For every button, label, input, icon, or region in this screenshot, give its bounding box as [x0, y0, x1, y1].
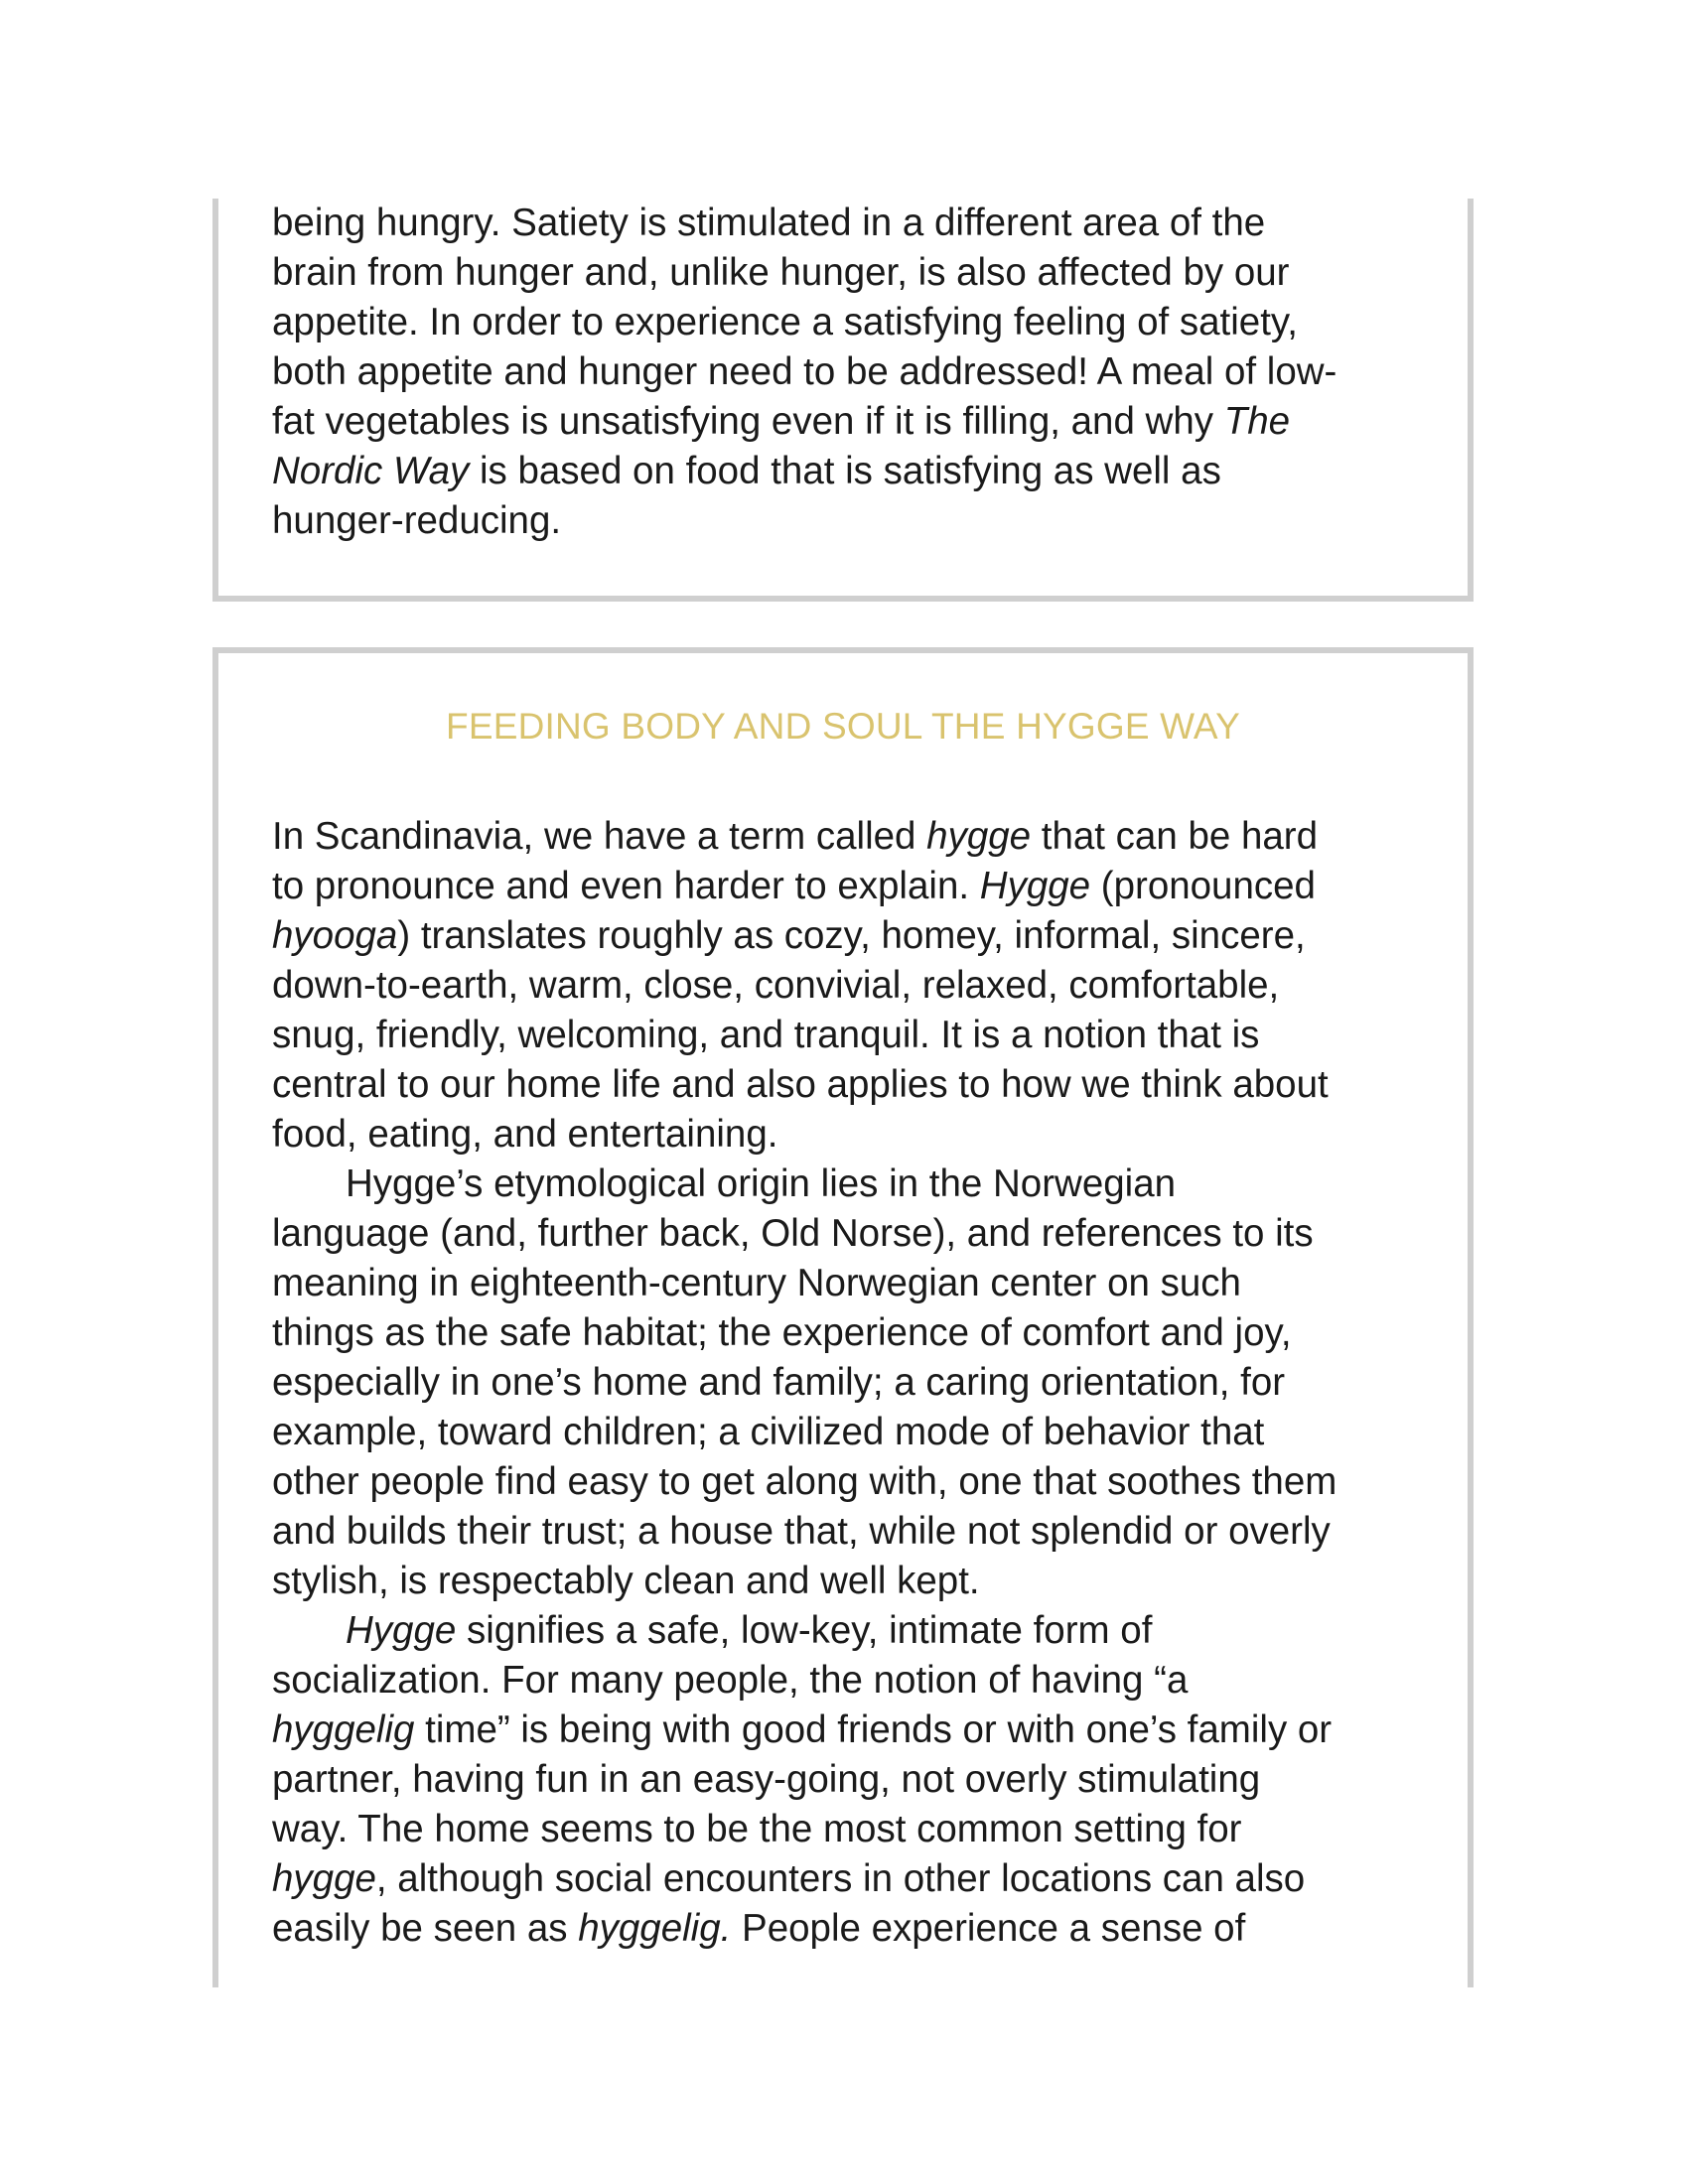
text-run: other people find easy to get along with, one that soothes them [272, 1460, 1337, 1503]
text-run: stylish, is respectably clean and well kept. [272, 1560, 980, 1602]
text-run: (pronounced [1090, 865, 1316, 907]
italic-text: hyggelig. [578, 1907, 732, 1950]
text-line [272, 1209, 1449, 1259]
text-run: time” is being with good friends or with one’s family or [414, 1708, 1333, 1751]
text-run: especially in one’s home and family; a caring orientation, for [272, 1361, 1286, 1404]
text-line [272, 1259, 1449, 1308]
text-run: People experience a sense of [731, 1907, 1246, 1950]
text-line [272, 1060, 1449, 1110]
italic-text: hyggelig [272, 1708, 415, 1751]
text-run: and builds their trust; a house that, while not splendid or overly [272, 1510, 1331, 1553]
text-line [272, 298, 1449, 347]
text-line [272, 812, 1449, 862]
section-heading: FEEDING BODY AND SOUL THE HYGGE WAY [446, 706, 1240, 747]
text-run: appetite. In order to experience a satisfying feeling of satiety, [272, 301, 1298, 343]
text-line [272, 248, 1449, 298]
text-box-top [212, 199, 1474, 602]
text-line [272, 1656, 1449, 1706]
text-run: food, eating, and entertaining. [272, 1113, 778, 1156]
text-line [272, 1904, 1449, 1954]
text-line [272, 1557, 1449, 1606]
text-run: both appetite and hunger need to be addressed! A meal of low- [272, 350, 1337, 393]
text-run: easily be seen as [272, 1907, 579, 1950]
text-run: , although social encounters in other locations can also [375, 1857, 1306, 1900]
italic-text: hygge [926, 815, 1032, 858]
italic-text: Hygge [979, 865, 1091, 907]
text-run: central to our home life and also applies to how we think about [272, 1063, 1329, 1106]
text-line [272, 347, 1449, 397]
italic-text: Nordic Way [272, 450, 470, 492]
text-run: signifies a safe, low-key, intimate form of [456, 1609, 1153, 1652]
text-run: that can be hard [1031, 815, 1319, 858]
text-line [272, 199, 1449, 248]
text-line [272, 1408, 1449, 1457]
paragraph-hygge [272, 812, 1449, 1954]
text-line [272, 397, 1449, 447]
text-run: fat vegetables is unsatisfying even if it is filling, and why [272, 400, 1224, 443]
text-run: down-to-earth, warm, close, convivial, relaxed, comfortable, [272, 964, 1280, 1007]
text-run: being hungry. Satiety is stimulated in a different area of the [272, 202, 1266, 244]
text-line [272, 1308, 1449, 1358]
text-run: hunger-reducing. [272, 499, 562, 542]
italic-text: hygge [272, 1857, 376, 1900]
text-run: example, toward children; a civilized mode of behavior that [272, 1411, 1265, 1453]
italic-text: Hygge [346, 1609, 457, 1652]
text-run: Hygge’s etymological origin lies in the Norwegian [346, 1162, 1177, 1205]
text-run: to pronounce and even harder to explain. [272, 865, 980, 907]
text-run: socialization. For many people, the notion of having “a [272, 1659, 1189, 1702]
text-box-hygge [212, 647, 1474, 1987]
text-run: ) translates roughly as cozy, homey, informal, sincere, [397, 914, 1306, 957]
text-line [272, 496, 1449, 546]
text-line [272, 961, 1449, 1011]
text-line [272, 1358, 1449, 1408]
text-run: things as the safe habitat; the experience of comfort and joy, [272, 1311, 1292, 1354]
text-run: partner, having fun in an easy-going, not overly stimulating [272, 1758, 1261, 1801]
text-run: is based on food that is satisfying as well as [469, 450, 1221, 492]
text-line [272, 447, 1449, 496]
text-line [272, 1110, 1449, 1160]
text-run: way. The home seems to be the most common setting for [272, 1808, 1242, 1850]
text-run: In Scandinavia, we have a term called [272, 815, 927, 858]
italic-text: hyooga [272, 914, 398, 957]
text-run: meaning in eighteenth-century Norwegian center on such [272, 1262, 1241, 1304]
italic-text: The [1223, 400, 1291, 443]
paragraph-satiety [272, 199, 1449, 546]
text-run: brain from hunger and, unlike hunger, is also affected by our [272, 251, 1290, 294]
text-line [272, 1457, 1449, 1507]
text-line [272, 1854, 1449, 1904]
text-line [272, 1507, 1449, 1557]
text-line [272, 1805, 1449, 1854]
text-run: language (and, further back, Old Norse), and references to its [272, 1212, 1314, 1255]
text-line [272, 1160, 1449, 1209]
text-line [272, 911, 1449, 961]
text-line [272, 1706, 1449, 1755]
text-line [272, 1755, 1449, 1805]
text-line [272, 862, 1449, 911]
text-line [272, 1606, 1449, 1656]
text-run: snug, friendly, welcoming, and tranquil. It is a notion that is [272, 1014, 1260, 1056]
text-line [272, 1011, 1449, 1060]
